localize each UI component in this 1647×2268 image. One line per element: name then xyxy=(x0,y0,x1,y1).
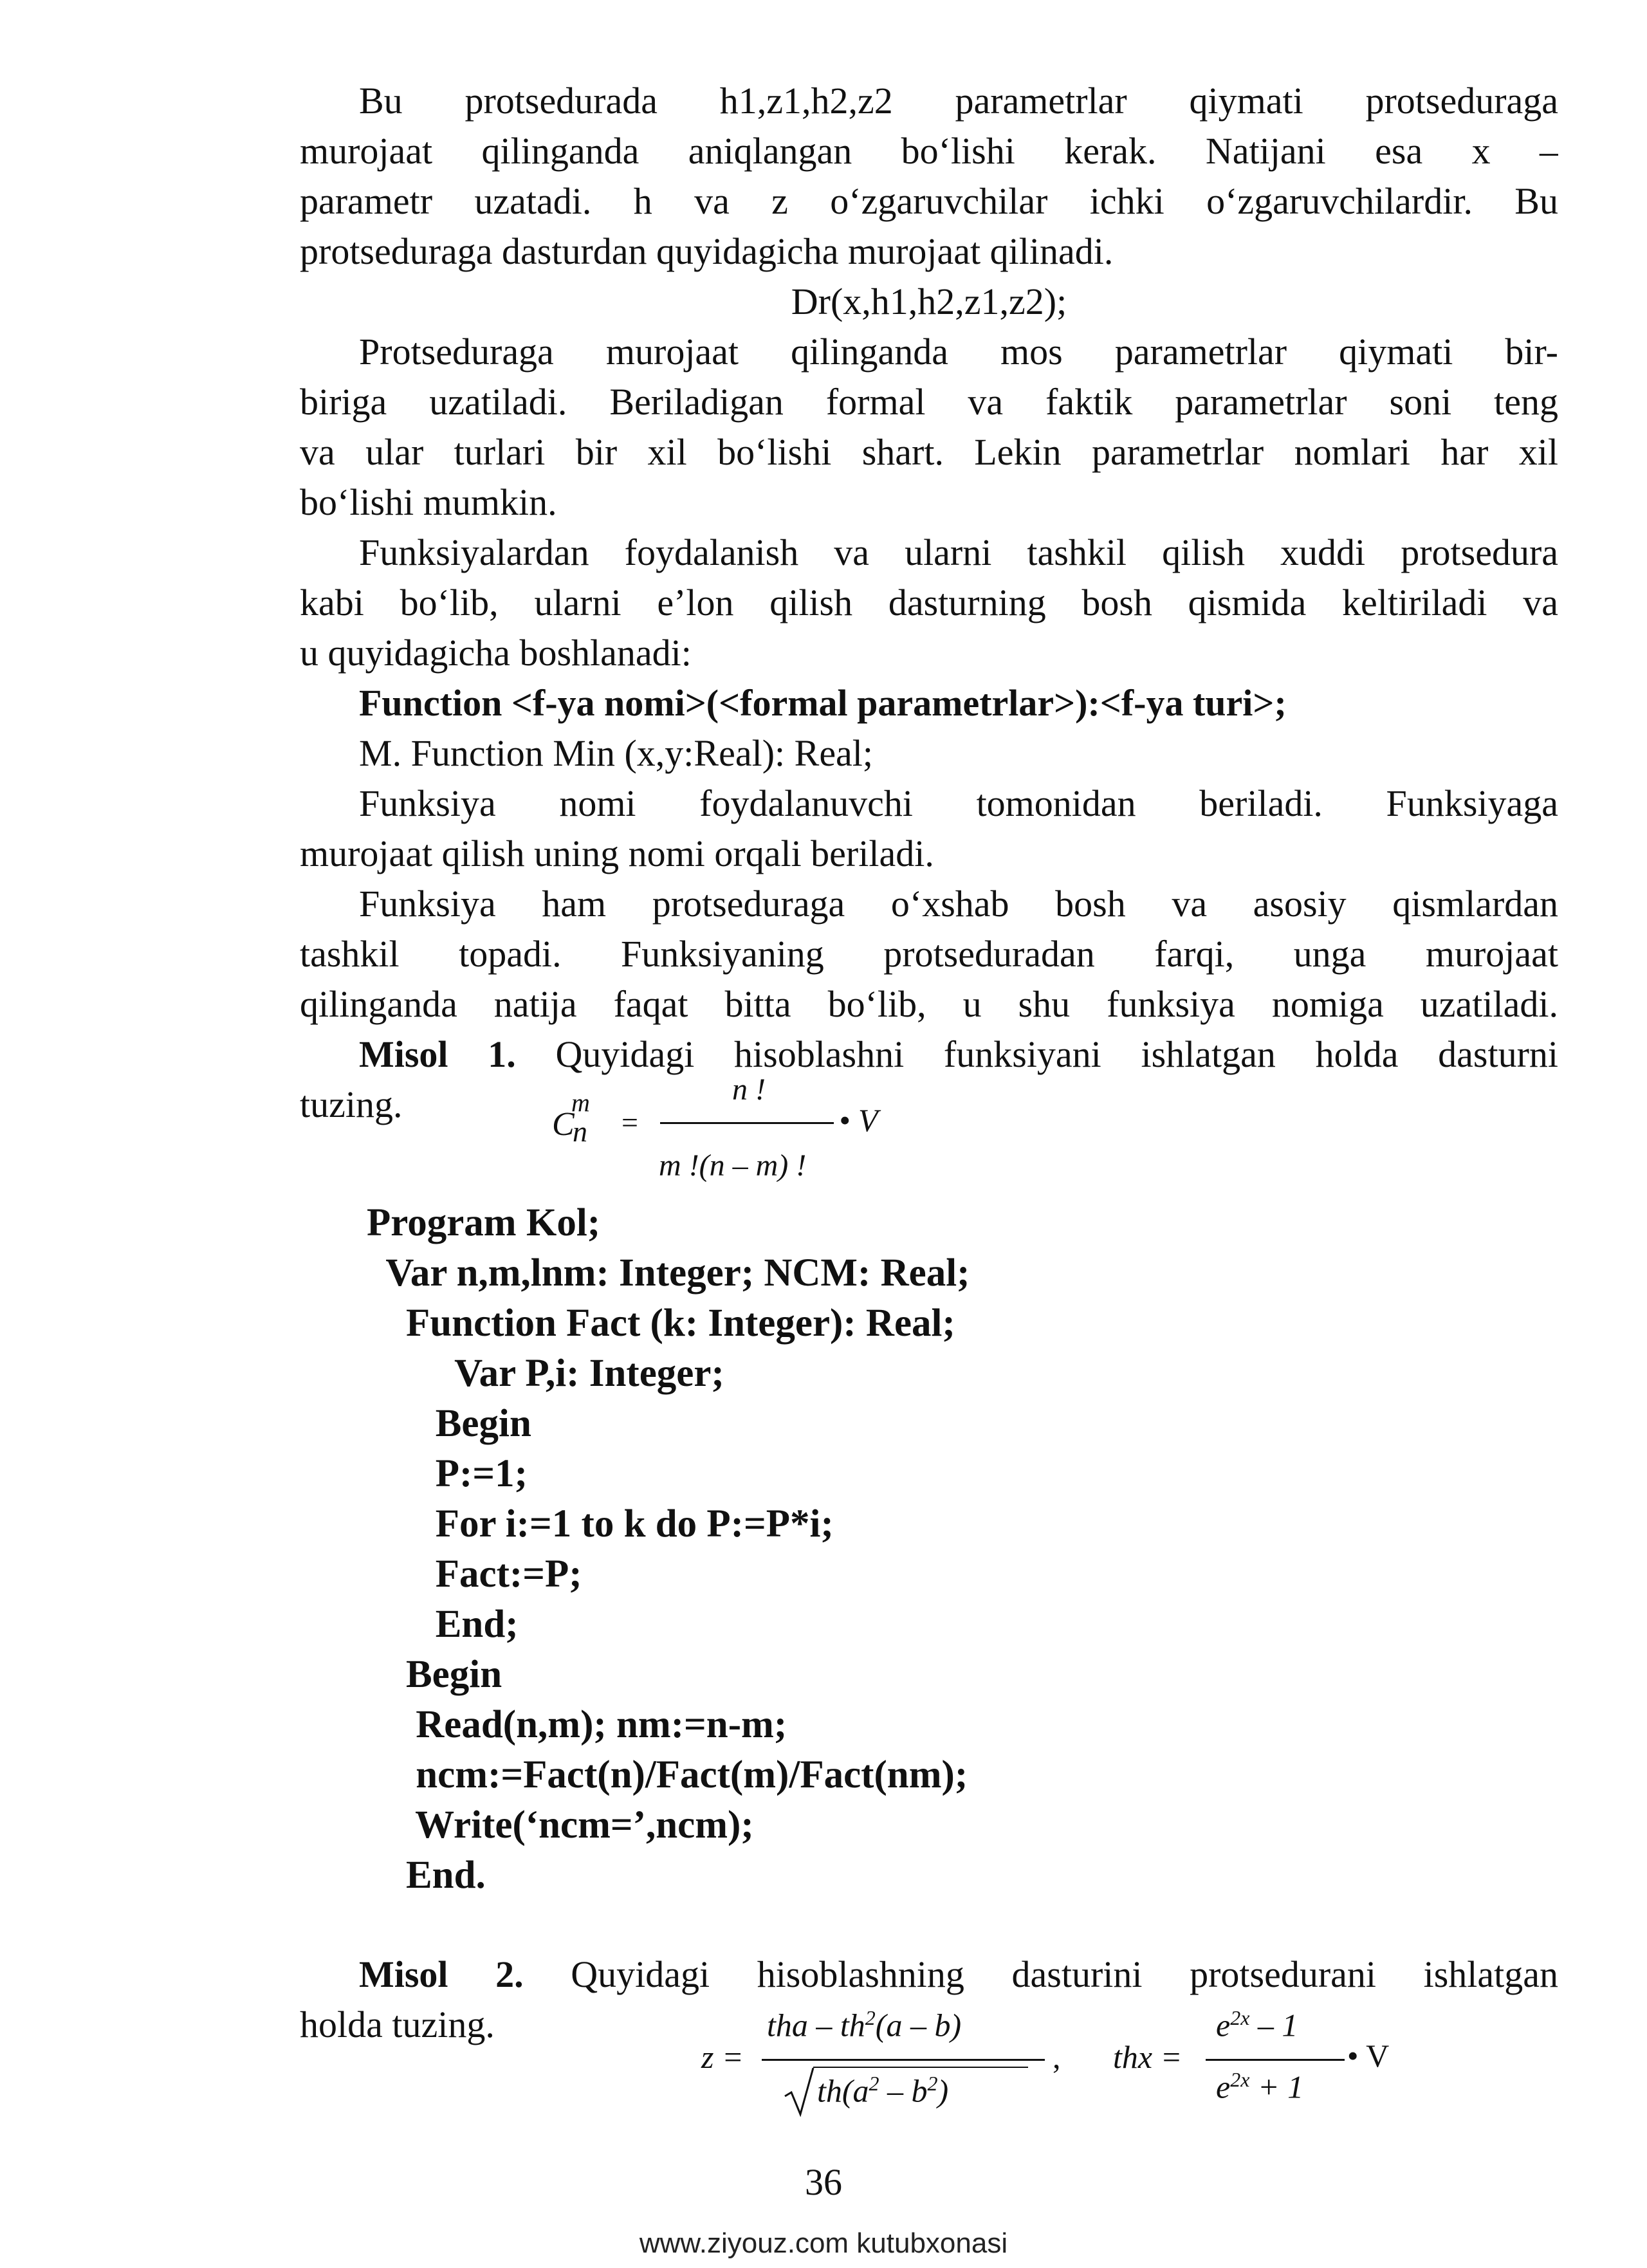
formula-equals: = xyxy=(621,1106,638,1139)
paragraph-line: tashkil topadi. Funksiyaning protseduradan farqi, unga murojaat xyxy=(300,933,1558,975)
sqrt-icon xyxy=(784,2065,816,2117)
misol-2-label: Misol 2. xyxy=(359,1953,524,1995)
fraction-bar xyxy=(660,1122,834,1124)
formula-comma: , xyxy=(1053,2039,1061,2075)
misol-2-line xyxy=(300,1950,1558,2000)
paragraph-line: murojaat qilinganda aniqlangan bo‘lishi kerak. Natijani esa x – xyxy=(300,130,1558,172)
formula-thx-equals: thx = xyxy=(1113,2039,1182,2075)
code-line: P:=1; xyxy=(367,1452,528,1495)
formula-z-equals: z = xyxy=(701,2039,744,2075)
formula-sup-m: m xyxy=(571,1088,590,1117)
formula-sub-n: n xyxy=(573,1115,587,1148)
formula-numerator: n ! xyxy=(732,1073,766,1107)
misol-1-label: Misol 1. xyxy=(359,1033,516,1075)
paragraph-line: bo‘lishi mumkin. xyxy=(300,481,557,523)
page-number: 36 xyxy=(805,2161,842,2203)
function-example: M. Function Min (x,y:Real): Real; xyxy=(359,732,874,774)
formula-z-numerator: tha – $th^2(a - b)$ xyxy=(767,2006,962,2043)
formula-denominator: m !(n – m) ! xyxy=(659,1148,807,1183)
code-line: End; xyxy=(367,1603,519,1646)
paragraph-line: murojaat qilish uning nomi orqali beriladi. xyxy=(300,833,934,874)
formula-tail: • V xyxy=(839,1102,878,1138)
code-line: Begin xyxy=(367,1402,531,1445)
paragraph-line: Funksiya nomi foydalanuvchi tomonidan beriladi. Funksiyaga xyxy=(359,782,1558,824)
code-line: ncm:=Fact(n)/Fact(m)/Fact(nm); xyxy=(367,1753,968,1796)
code-line: Program Kol; xyxy=(367,1201,601,1244)
code-listing xyxy=(367,1198,970,1901)
paragraph-line: Protseduraga murojaat qilinganda mos parametrlar qiymati bir- xyxy=(359,331,1558,373)
misol-1-line xyxy=(300,1029,1558,1080)
formula-thx-numerator: $e^{2x} - 1$ xyxy=(1216,2006,1298,2043)
paragraph-line: va ular turlari bir xil bo‘lishi shart. Lekin parametrlar nomlari har xil xyxy=(300,431,1558,473)
paragraph-line: parametr uzatadi. h va z o‘zgaruvchilar ichki o‘zgaruvchilardir. Bu xyxy=(300,180,1558,222)
code-line: Fact:=P; xyxy=(367,1553,582,1596)
paragraph-line: tuzing. xyxy=(300,1083,403,1125)
paragraph-line: u quyidagicha boshlanadi: xyxy=(300,632,692,674)
paragraph-line: holda tuzing. xyxy=(300,2004,495,2045)
paragraph-line: protseduraga dasturdan quyidagicha murojaat qilinadi. xyxy=(300,230,1114,272)
formula-tail: • V xyxy=(1347,2038,1390,2074)
sqrt-bar xyxy=(813,2067,1028,2068)
fraction-bar xyxy=(1206,2059,1345,2061)
paragraph-line: kabi bo‘lib, ularni e’lon qilish dasturning bosh qismida keltiriladi va xyxy=(300,582,1558,623)
code-line: Var n,m,lnm: Integer; NCM: Real; xyxy=(367,1251,970,1295)
misol-2-text: Quyidagi hisoblashning dasturini protsedurani ishlatgan xyxy=(523,1953,1558,1995)
formula-c: C xyxy=(552,1106,575,1143)
paragraph-line: Funksiya ham protseduraga o‘xshab bosh va asosiy qismlardan xyxy=(359,883,1558,925)
formula-z-denominator: $th(a^2 - b^2)$ xyxy=(817,2072,949,2109)
code-line: Var P,i: Integer; xyxy=(367,1352,724,1395)
footer-url: www.ziyouz.com kutubxonasi xyxy=(639,2227,1008,2259)
code-line: Read(n,m); nm:=n-m; xyxy=(367,1703,787,1746)
paragraph-line: biriga uzatiladi. Beriladigan formal va faktik parametrlar soni teng xyxy=(300,381,1558,423)
code-line: Function Fact (k: Integer): Real; xyxy=(367,1302,955,1345)
body-text-top xyxy=(300,76,1558,1130)
paragraph-line: Funksiyalardan foydalanish va ularni tashkil qilish xuddi protsedura xyxy=(359,531,1558,573)
paragraph-line: Bu protsedurada h1,z1,h2,z2 parametrlar qiymati protseduraga xyxy=(359,80,1558,122)
formula-thx-denominator: $e^{2x} + 1$ xyxy=(1216,2068,1304,2105)
fraction-bar xyxy=(762,2059,1045,2061)
code-line: Write(‘ncm=’,ncm); xyxy=(367,1803,754,1847)
misol-1-text: Quyidagi hisoblashni funksiyani ishlatgan holda dasturni xyxy=(515,1033,1558,1075)
code-line: End. xyxy=(367,1854,486,1897)
function-syntax: Function <f-ya nomi>(<formal parametrlar>):<f-ya turi>; xyxy=(359,682,1287,724)
procedure-call: Dr(x,h1,h2,z1,z2); xyxy=(791,281,1067,322)
paragraph-line: qilinganda natija faqat bitta bo‘lib, u shu funksiya nomiga uzatiladi. xyxy=(300,983,1558,1025)
code-line: Begin xyxy=(367,1653,502,1696)
code-line: For i:=1 to k do P:=P*i; xyxy=(367,1502,834,1545)
